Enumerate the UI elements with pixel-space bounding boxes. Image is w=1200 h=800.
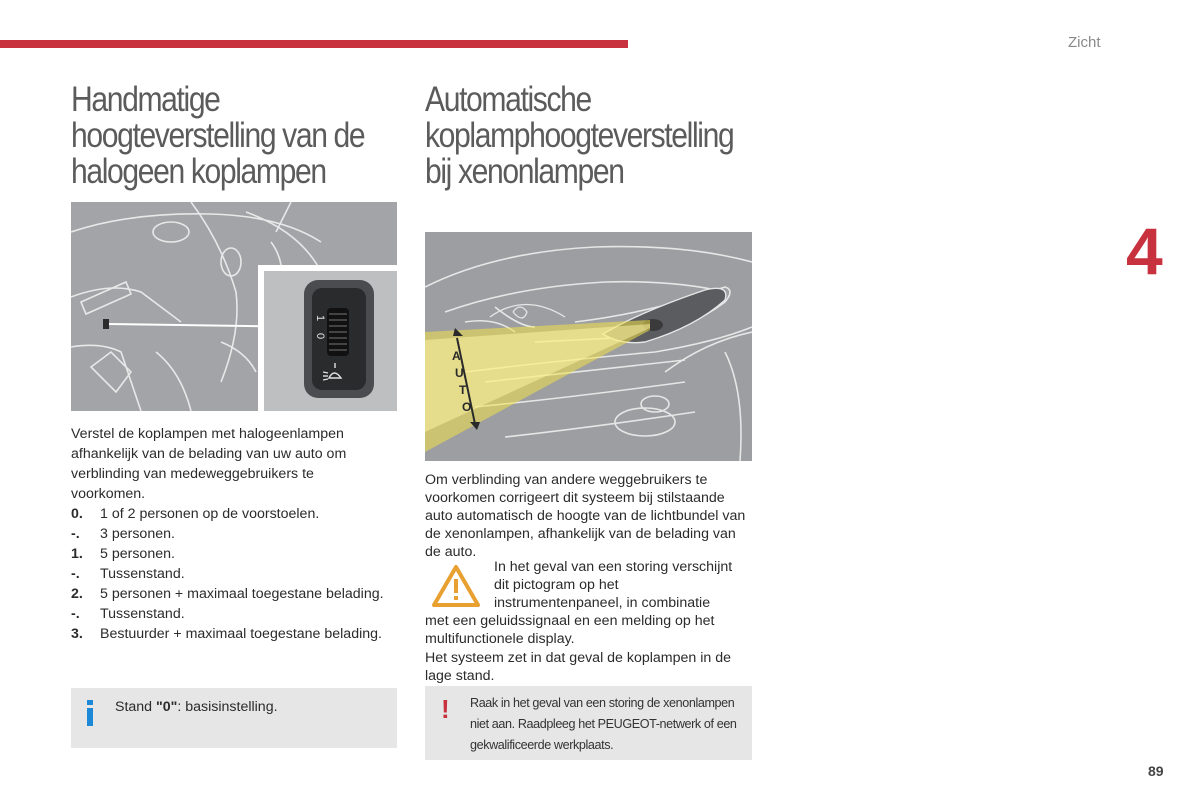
heading-automatic-adjustment <box>425 82 733 190</box>
system-fallback-text: Het systeem zet in dat geval de koplampen in de lage stand. <box>425 650 731 684</box>
heading-line: Handmatige <box>71 80 220 119</box>
auto-letter: T <box>459 383 467 397</box>
dashboard-drawing <box>71 202 397 411</box>
list-text: Tussenstand. <box>100 606 185 622</box>
load-position-list <box>71 504 391 644</box>
list-item <box>71 564 391 584</box>
info-prefix: Stand <box>115 699 157 715</box>
list-key: -. <box>71 566 80 582</box>
header-accent-bar <box>0 40 628 48</box>
list-text: 3 personen. <box>100 526 175 542</box>
list-text: 1 of 2 personen op de voorstoelen. <box>100 506 320 522</box>
list-item <box>71 544 391 564</box>
list-item <box>71 624 391 644</box>
heading-line: koplamphoogteverstelling <box>425 116 734 155</box>
auto-letter: A <box>452 349 461 363</box>
left-intro-text: Verstel de koplampen met halogeenlampen afhankelijk van de belading van uw auto om verblinding van medeweggebruikers te voorkomen. <box>71 426 347 502</box>
heading-line: Automatische <box>425 80 591 119</box>
list-key: -. <box>71 526 80 542</box>
heading-line: bij xenonlampen <box>425 152 624 191</box>
list-item <box>71 504 391 524</box>
alert-note-box <box>425 686 752 760</box>
list-text: 5 personen. <box>100 546 175 562</box>
list-text: 5 personen + maximaal toegestane belading. <box>100 586 384 602</box>
section-title: Zicht <box>1068 34 1101 51</box>
right-intro-text: Om verblinding van andere weggebruikers te voorkomen corrigeert dit systeem bij stilstaande auto automatisch de hoogte van de lichtbundel van de xenonlampen, afhankelijk van de belading van de auto. <box>425 472 746 560</box>
info-note-box <box>71 688 397 748</box>
warning-triangle-icon <box>432 564 480 608</box>
alert-note-text: Raak in het geval van een storing de xenonlampen niet aan. Raadpleeg het PEUGEOT-netwerk of een gekwalificeerde werkplaats. <box>470 696 737 752</box>
car-front-drawing <box>425 232 752 461</box>
list-text: Tussenstand. <box>100 566 185 582</box>
info-note-text <box>115 698 278 716</box>
info-icon <box>85 700 95 726</box>
info-suffix: : basisinstelling. <box>177 699 278 715</box>
list-key: 1. <box>71 546 83 562</box>
switch-label: 0 <box>314 333 326 340</box>
list-key: 3. <box>71 626 83 642</box>
heading-line: hoogteverstelling van de <box>71 116 365 155</box>
list-key: 2. <box>71 586 83 602</box>
switch-label: 1 <box>314 315 326 322</box>
exclamation-icon: ! <box>441 694 450 724</box>
chapter-number: 4 <box>1126 214 1163 288</box>
list-item <box>71 524 391 544</box>
list-key: 0. <box>71 506 83 522</box>
list-text: Bestuurder + maximaal toegestane belading. <box>100 626 382 642</box>
auto-letter: O <box>462 400 472 414</box>
auto-letter: U <box>455 366 464 380</box>
heading-line: halogeen koplampen <box>71 152 326 191</box>
list-item <box>71 584 391 604</box>
dashboard-illustration <box>71 202 397 411</box>
info-value: "0" <box>156 699 178 715</box>
warning-description: In het geval van een storing verschijnt dit pictogram op het instrumentenpaneel, in combinatie <box>494 559 733 611</box>
car-headlight-illustration <box>425 232 752 461</box>
list-item <box>71 604 391 624</box>
page-number: 89 <box>1148 763 1164 779</box>
heading-manual-adjustment <box>71 82 364 190</box>
warning-description-continued: met een geluidssignaal en een melding op het multifunctionele display. <box>425 613 715 647</box>
list-key: -. <box>71 606 80 622</box>
